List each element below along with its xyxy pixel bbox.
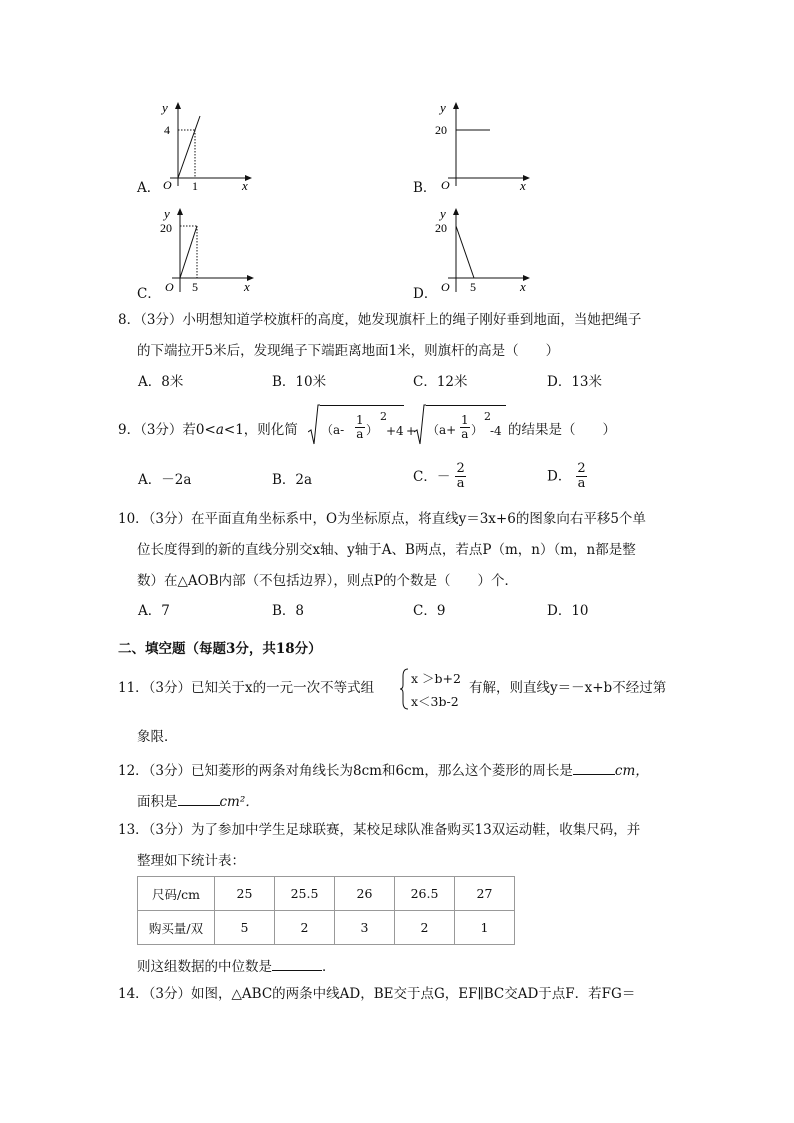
- x-axis-label: x: [520, 178, 526, 192]
- q12-line1: [118, 762, 649, 779]
- q9-prefix: [118, 424, 298, 438]
- q13-after-post: ．: [322, 959, 336, 975]
- option-label: A．: [137, 180, 161, 196]
- q9-stem: [118, 404, 678, 448]
- table-cell: 尺码/cm: [138, 877, 215, 911]
- y-axis-label: y: [440, 206, 446, 221]
- option-label: D．: [413, 286, 438, 302]
- y-axis-arrow: [177, 208, 183, 215]
- q8-option-d: D．13米: [547, 374, 603, 390]
- q11-stem: [118, 666, 688, 712]
- graph-option-a: [134, 100, 264, 196]
- y-axis-arrow: [175, 102, 181, 109]
- x-tick-label: 1: [192, 179, 198, 192]
- q9-expr2-close: ）: [471, 423, 484, 437]
- table-row: [138, 911, 515, 945]
- table-cell: 26.5: [395, 877, 455, 911]
- q9-option-c-prefix: C．－: [413, 468, 451, 485]
- q12-line2: [137, 793, 259, 810]
- q10-line3: 数）在△AOB内部（不包括边界），则点P的个数是（ ）个．: [137, 573, 518, 589]
- q10-option-b: B．8: [272, 603, 305, 619]
- fraction: [455, 462, 465, 490]
- table-cell: 3: [335, 911, 395, 945]
- y-tick-label: 20: [435, 123, 447, 137]
- graph-option-d: [410, 206, 540, 302]
- q13-after-text: 则这组数据的中位数是: [137, 959, 272, 975]
- shoe-size-table: [137, 876, 515, 945]
- table-cell: 27: [455, 877, 515, 911]
- q10-line1: 10．（3分）在平面直角坐标系中，O为坐标原点，将直线y＝3x+6的图象向右平移5个单: [118, 511, 646, 527]
- y-axis-arrow: [453, 208, 459, 215]
- graph-option-b: [410, 100, 540, 196]
- fraction-numerator: 2: [456, 461, 465, 476]
- q9-suffix: 的结果是（ ）: [508, 422, 616, 438]
- option-label: B．: [413, 180, 437, 196]
- fraction-denominator: a: [577, 475, 586, 491]
- graph-c-svg: [158, 206, 262, 298]
- graph-a-svg: [158, 100, 258, 192]
- origin-label: O: [441, 178, 450, 192]
- sqrt-sign: [308, 404, 320, 448]
- q11-ineq2: x＜3b-2: [411, 694, 459, 709]
- graph-line: [456, 226, 474, 278]
- q9-option-a-text: A．－2a: [138, 472, 192, 488]
- answer-blank: [178, 793, 220, 806]
- q13-after: [137, 958, 336, 975]
- table-cell: 2: [275, 911, 335, 945]
- q10-option-c: C．9: [413, 603, 446, 619]
- q8-option-a: A．8米: [138, 374, 184, 390]
- q9-option-a: [138, 474, 191, 488]
- table-cell: 26: [335, 877, 395, 911]
- table-cell: 25: [215, 877, 275, 911]
- q12-unit-cm2: cm²．: [219, 794, 259, 810]
- sqrt-sign: [414, 404, 426, 448]
- q9-expr1-tail: +4: [386, 424, 404, 438]
- answer-blank: [573, 762, 615, 775]
- table-cell: 1: [455, 911, 515, 945]
- x-tick-label: 5: [192, 280, 198, 294]
- fraction-numerator: 1: [356, 413, 364, 427]
- q9-option-b: [272, 474, 312, 488]
- q10-line2: 位长度得到的新的直线分别交x轴、y轴于A、B两点，若点P（m，n）（m，n都是整: [137, 542, 636, 558]
- q9-mid-text: <1，则化简: [223, 422, 298, 438]
- q9-expr2-open: （a+: [427, 423, 457, 437]
- fraction-denominator: a: [456, 475, 465, 491]
- table-cell: 购买量/双: [138, 911, 215, 945]
- left-brace-icon: [399, 668, 409, 710]
- fraction: [460, 414, 470, 440]
- q13-line2: 整理如下统计表：: [137, 853, 245, 869]
- graph-b-svg: [432, 100, 536, 192]
- q11-suffix: 有解，则直线y＝－x+b不经过第: [469, 680, 667, 696]
- q9-expr1-close: ）: [366, 423, 379, 437]
- q8-line2: 的下端拉开5米后，发现绳子下端距离地面1米，则旗杆的高是（ ）: [137, 343, 560, 359]
- x-axis-label: x: [520, 279, 526, 294]
- origin-label: O: [165, 280, 174, 294]
- y-axis-label: y: [440, 100, 446, 115]
- x-tick-label: 5: [470, 280, 476, 294]
- q12-unit-cm: cm，: [614, 763, 649, 779]
- y-axis-label: y: [164, 206, 170, 221]
- q11-line2: 象限．: [137, 729, 178, 745]
- y-axis-arrow: [453, 102, 459, 109]
- q9-option-d-prefix: D．: [547, 468, 572, 485]
- section-heading: 二、填空题（每题3分，共18分）: [118, 641, 322, 657]
- table-row: [138, 877, 515, 911]
- q8-option-c: C．12米: [413, 374, 468, 390]
- exponent: 2: [484, 410, 491, 423]
- q13-line1: 13．（3分）为了参加中学生足球联赛，某校足球队准备购买13双运动鞋，收集尺码，并: [118, 822, 641, 838]
- y-tick-label: 4: [164, 123, 170, 137]
- table-cell: 25.5: [275, 877, 335, 911]
- q9-option-d: [547, 462, 587, 498]
- q11-ineq1: x ＞b+2: [411, 671, 461, 686]
- y-axis-label: y: [162, 100, 168, 115]
- sqrt-vinculum: [426, 405, 506, 406]
- q9-option-b-text: B．2a: [272, 472, 313, 488]
- q8-option-b: B．10米: [272, 374, 327, 390]
- option-label: C．: [137, 286, 161, 302]
- graph-option-c: [134, 206, 264, 302]
- fraction: [576, 462, 586, 490]
- q10-option-d: D．10: [547, 603, 589, 619]
- origin-label: O: [163, 178, 172, 192]
- q11-prefix: 11．（3分）已知关于x的一元一次不等式组: [118, 680, 375, 696]
- y-tick-label: 20: [160, 221, 172, 235]
- x-axis-label: x: [242, 178, 248, 192]
- origin-label: O: [441, 280, 450, 294]
- q9-var-a: a: [215, 422, 224, 438]
- graph-line: [180, 226, 197, 278]
- q12-line2-text: 面积是: [137, 794, 178, 810]
- q9-prefix-text: 9．（3分）若0<: [118, 422, 216, 438]
- answer-blank: [272, 958, 322, 971]
- q9-plus: +: [406, 424, 417, 438]
- fraction-numerator: 2: [577, 461, 586, 476]
- q10-option-a: A．7: [138, 603, 170, 619]
- q9-expr1-open: （a-: [321, 423, 345, 437]
- fraction: [355, 414, 365, 440]
- graph-line: [178, 116, 200, 178]
- exponent: 2: [380, 410, 387, 423]
- q12-line1-text: 12．（3分）已知菱形的两条对角线长为8cm和6cm，那么这个菱形的周长是: [118, 763, 573, 779]
- table-cell: 2: [395, 911, 455, 945]
- q14-line1: 14．（3分）如图，△ABC的两条中线AD，BE交于点G，EF∥BC交AD于点F．若FG＝: [118, 986, 636, 1002]
- y-tick-label: 20: [435, 221, 447, 235]
- fraction-denominator: a: [461, 426, 469, 441]
- q9-option-c: [413, 462, 466, 498]
- q9-expr2-tail: -4: [490, 424, 502, 438]
- q8-line1: 8．（3分）小明想知道学校旗杆的高度，她发现旗杆上的绳子刚好垂到地面，当她把绳子: [118, 312, 642, 328]
- fraction-denominator: a: [356, 426, 364, 441]
- sqrt-vinculum: [320, 405, 404, 406]
- fraction-numerator: 1: [461, 413, 469, 427]
- table-cell: 5: [215, 911, 275, 945]
- x-axis-label: x: [244, 279, 250, 294]
- graph-d-svg: [432, 206, 536, 298]
